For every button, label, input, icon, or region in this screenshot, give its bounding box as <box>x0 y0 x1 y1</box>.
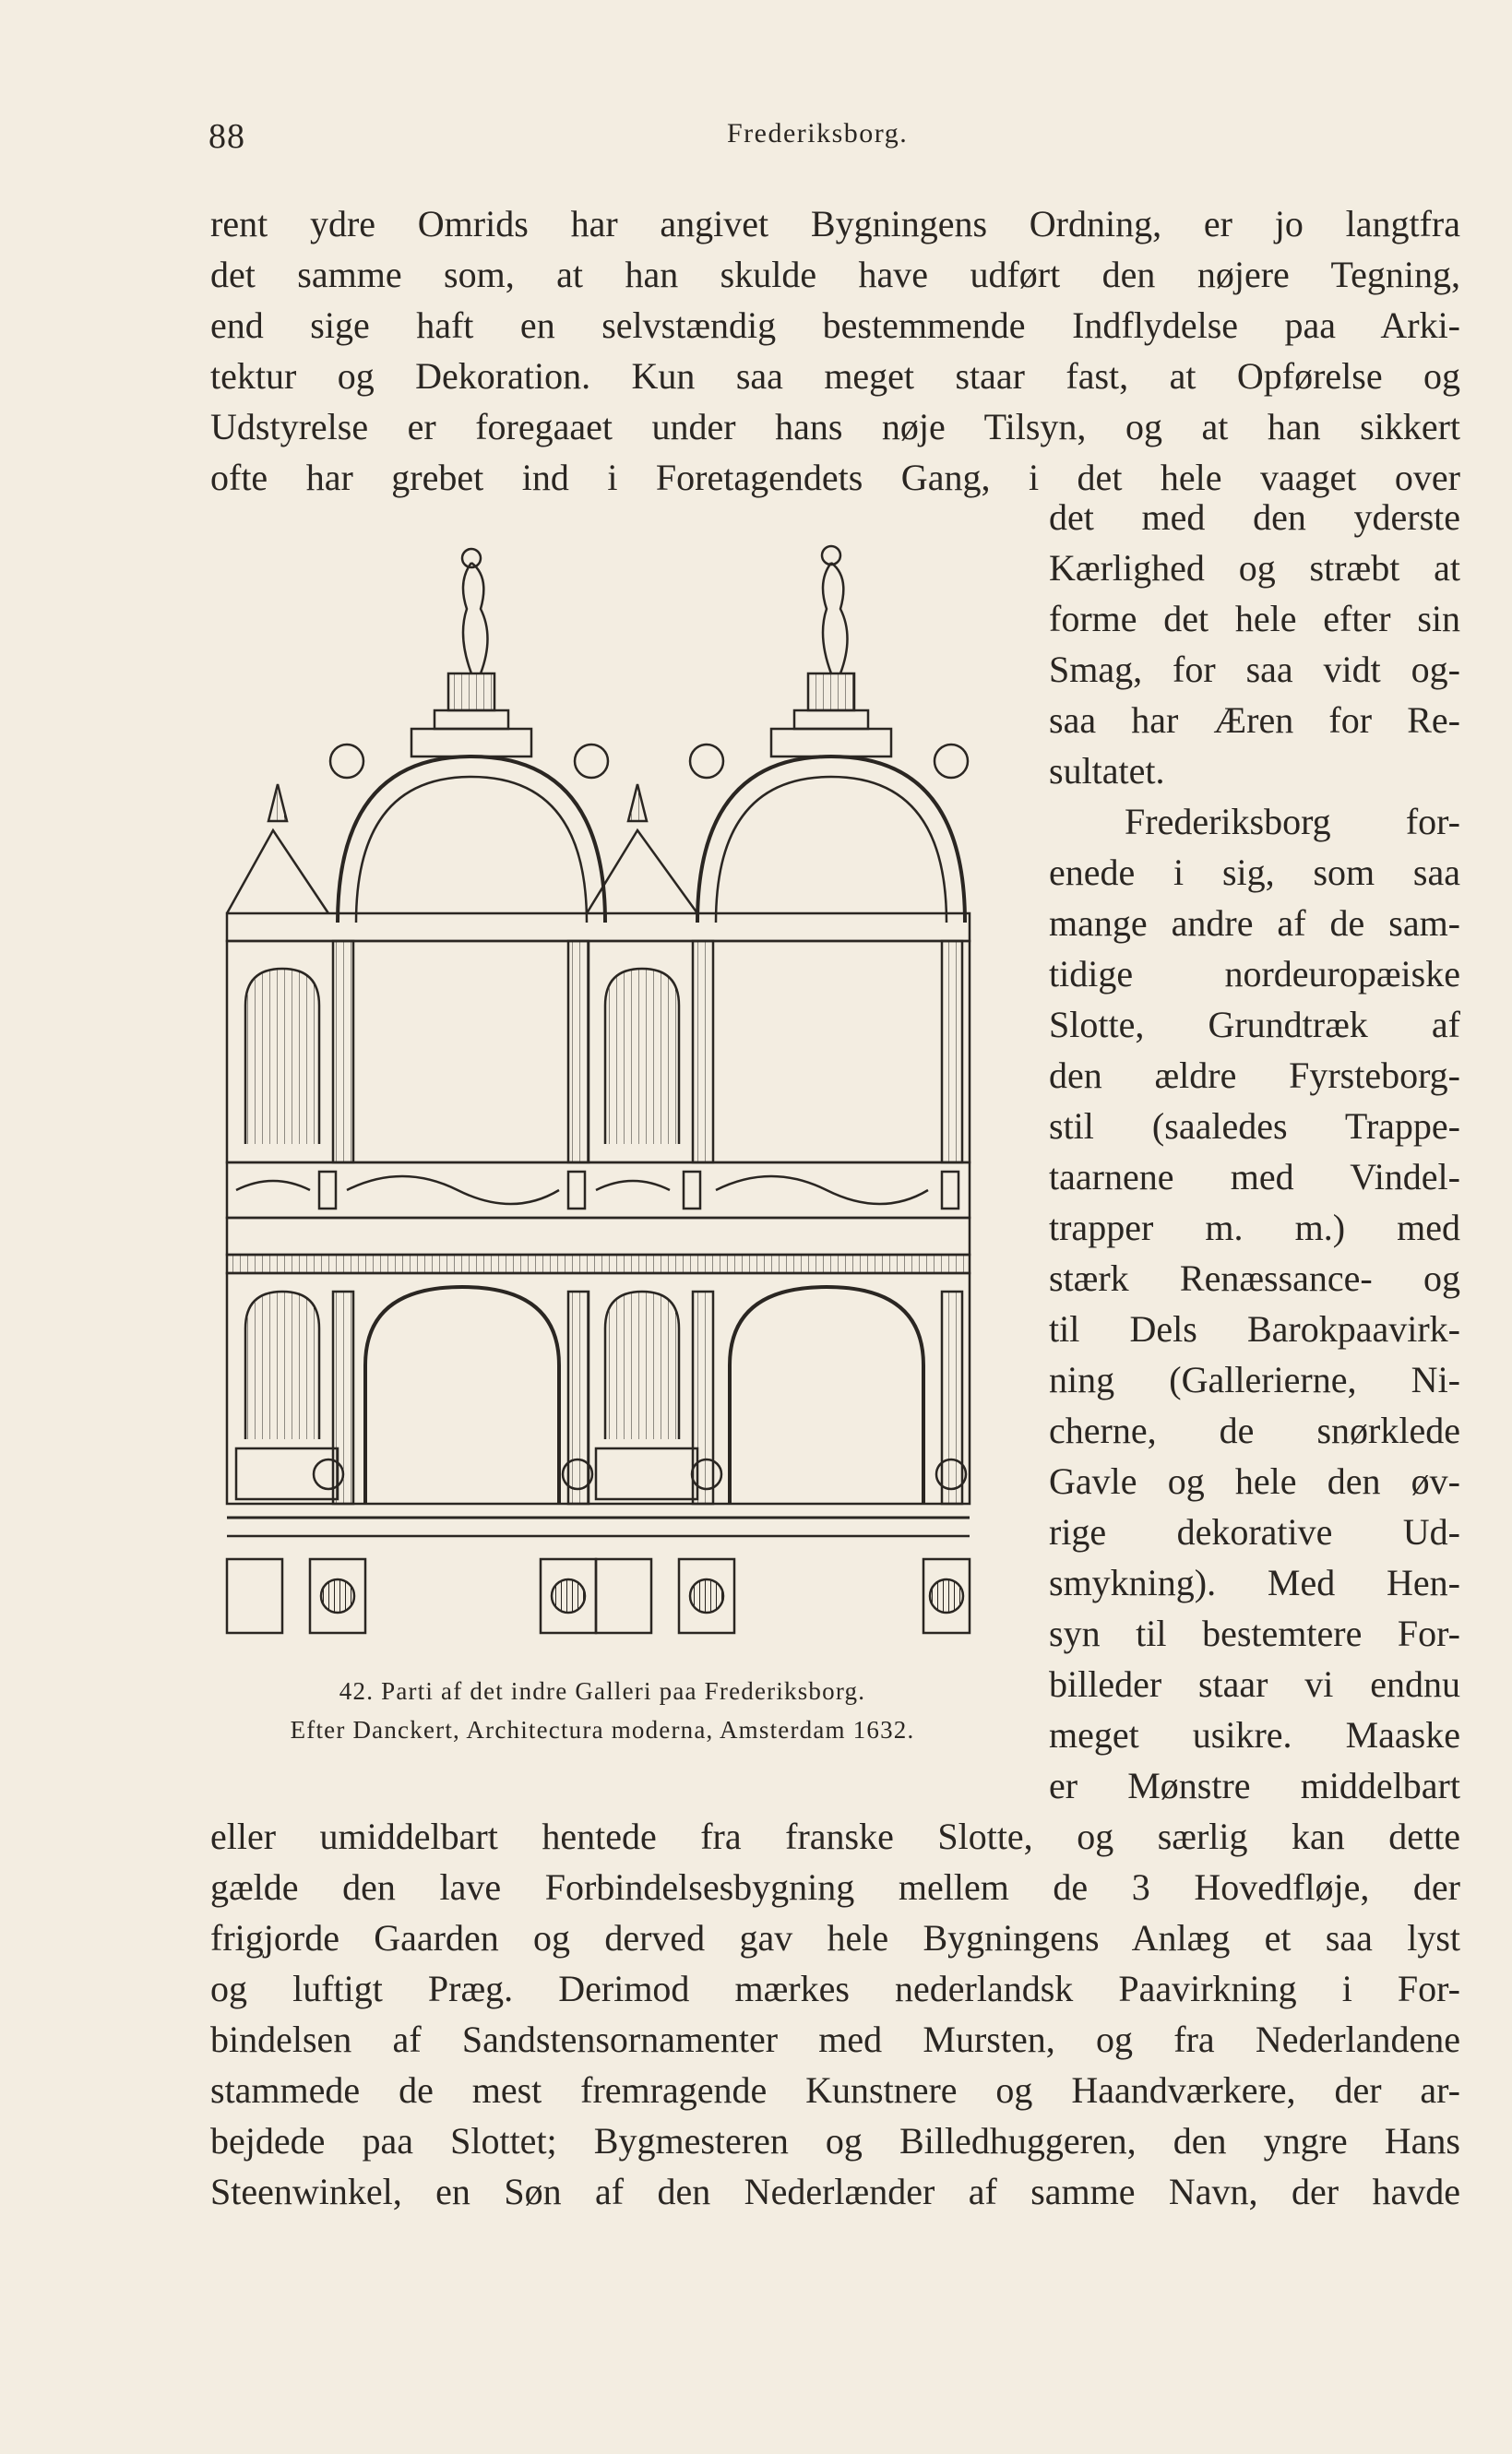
text-line: mange andre af de sam- <box>1049 902 1460 944</box>
text-line: Udstyrelse er foregaaet under hans nøje Tilsyn, og at han sikkert <box>210 406 1460 447</box>
gallery-engraving-illustration <box>218 535 983 1651</box>
text-line: cherne, de snørklede <box>1049 1410 1460 1451</box>
text-line: saa har Æren for Re- <box>1049 699 1460 741</box>
text-line: syn til bestemtere For- <box>1049 1613 1460 1654</box>
text-line: bindelsen af Sandstensornamenter med Mursten, og fra Nederlandene <box>210 2019 1460 2060</box>
text-line: smykning). Med Hen- <box>1049 1562 1460 1603</box>
text-line: ofte har grebet ind i Foretagendets Gang, i det hele vaaget over <box>210 457 1460 498</box>
text-line: det samme som, at han skulde have udført den nøjere Tegning, <box>210 254 1460 295</box>
top-paragraph <box>210 198 1460 503</box>
text-line: billeder staar vi endnu <box>1049 1663 1460 1705</box>
text-line: Smag, for saa vidt og- <box>1049 649 1460 690</box>
text-line: bejdede paa Slottet; Bygmesteren og Billedhuggeren, den yngre Hans <box>210 2120 1460 2162</box>
page-header <box>208 109 1463 164</box>
right-statue <box>794 546 868 729</box>
text-line: taarnene med Vindel- <box>1049 1156 1460 1197</box>
text-line: meget usikre. Maaske <box>1049 1714 1460 1756</box>
text-line: rent ydre Omrids har angivet Bygningens Ordning, er jo langtfra <box>210 203 1460 244</box>
text-line: Slotte, Grundtræk af <box>1049 1004 1460 1045</box>
text-line: rige dekorative Ud- <box>1049 1511 1460 1553</box>
text-line: tektur og Dekoration. Kun saa meget staar fast, at Opførelse og <box>210 355 1460 397</box>
text-line: er Mønstre middelbart <box>1049 1765 1460 1806</box>
text-line: ning (Gallerierne, Ni- <box>1049 1359 1460 1400</box>
side-column-text <box>1049 492 1460 1811</box>
caption-line: Efter Danckert, Architectura moderna, Amsterdam 1632. <box>290 1716 915 1744</box>
text-line: end sige haft en selvstændig bestemmende Indflydelse paa Arki- <box>210 304 1460 346</box>
text-line: tidige nordeuropæiske <box>1049 953 1460 995</box>
figure-caption <box>210 1672 994 1749</box>
text-line: Kærlighed og stræbt at <box>1049 547 1460 589</box>
text-line: sultatet. <box>1049 750 1165 792</box>
text-line: Gavle og hele den øv- <box>1049 1460 1460 1502</box>
running-head: Frederiksborg. <box>727 118 909 149</box>
page-number: 88 <box>208 117 245 156</box>
text-line: stærk Renæssance- og <box>1049 1257 1460 1299</box>
text-line: eller umiddelbart hentede fra franske Slotte, og særlig kan dette <box>210 1816 1460 1857</box>
text-line: gælde den lave Forbindelsesbygning mellem de 3 Hovedfløje, der <box>210 1866 1460 1908</box>
text-line: den ældre Fyrsteborg- <box>1049 1054 1460 1096</box>
text-line: trapper m. m.) med <box>1049 1207 1460 1248</box>
text-line: stammede de mest fremragende Kunstnere og Haandværkere, der ar- <box>210 2069 1460 2111</box>
text-line: enede i sig, som saa <box>1049 852 1460 893</box>
bottom-paragraph <box>210 1811 1460 2217</box>
left-statue <box>435 549 508 729</box>
text-line: og luftigt Præg. Derimod mærkes nederlandsk Paavirkning i For- <box>210 1968 1460 2009</box>
text-line: Steenwinkel, en Søn af den Nederlænder af samme Navn, der havde <box>210 2171 1460 2212</box>
paragraph-start-line: Frederiksborg for- <box>1125 801 1460 842</box>
text-line: forme det hele efter sin <box>1049 598 1460 639</box>
text-line: det med den yderste <box>1049 496 1460 538</box>
text-line: stil (saaledes Trappe- <box>1049 1105 1460 1147</box>
caption-line: 42. Parti af det indre Galleri paa Frederiksborg. <box>339 1677 866 1705</box>
text-line: frigjorde Gaarden og derved gav hele Bygningens Anlæg et saa lyst <box>210 1917 1460 1959</box>
text-line: til Dels Barokpaavirk- <box>1049 1308 1460 1350</box>
